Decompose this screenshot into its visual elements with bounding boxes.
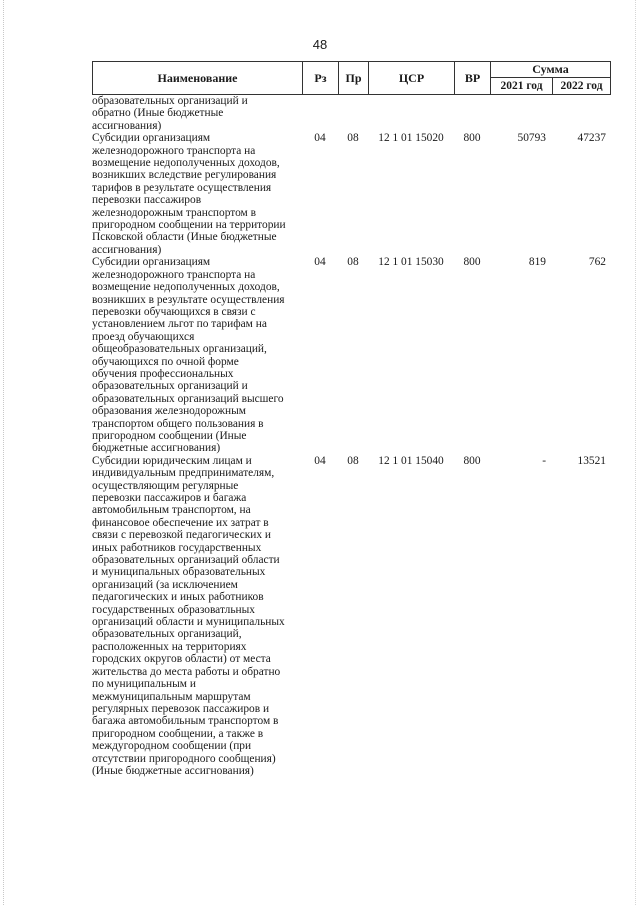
table-row: [92, 132, 610, 256]
header-year-2022: 2022 год: [553, 78, 611, 95]
row-csr: 12 1 01 15020: [378, 132, 444, 145]
row-name: Субсидии организациям железнодорожного транспорта на возмещение недополученных доходов, возникших в результате осуществления перевозки обучающихся в связи с установлением льгот по тарифам на проезд обучающихся общеобразовательных организаций, обучающихся по очной форме обучения профессиональных образовательных организаций и образовательных организаций высшего образования железнодорожным транспортом общего пользования в пригородном сообщении (Иные бюджетные ассигнования): [92, 256, 285, 455]
row-sum-2022: 13521: [577, 454, 606, 467]
table-header: [92, 61, 611, 95]
header-rz: Рз: [303, 62, 339, 95]
row-csr: 12 1 01 15040: [378, 454, 444, 467]
scan-right-edge: [635, 0, 637, 905]
row-pr: 08: [347, 256, 359, 269]
header-pr: Пр: [339, 62, 369, 95]
page-number: 48: [312, 37, 328, 52]
row-sum-2021: [490, 95, 558, 132]
row-name: Субсидии юридическим лицам и индивидуальным предпринимателям, осуществляющим регулярные перевозки пассажиров и багажа автомобильным транспортом, на финансовое обеспечение их затрат в связи с перевозкой педагогических и иных работников государственных образовательных организаций области и муниципальных образовательных организаций (за исключением педагогических и иных работников государственных образоватльных организаций области и муниципальных образовательных организаций, расположенных на территориях городских округов области) от места жительства до места работы и обратно по муниципальным и межмуниципальным маршрутам регулярных перевозок пассажиров и багажа автомобильным транспортом в пригородном сообщении, а также в междугородном сообщении (при отсутствии пригородного сообщения) (Иные бюджетные ассигнования): [92, 454, 285, 777]
row-rz: [302, 95, 338, 132]
row-rz: 04: [314, 132, 326, 145]
row-name: Субсидии организациям железнодорожного транспорта на возмещение недополученных доходов, возникших вследствие регулирования тарифов в результате осуществления перевозки пассажиров железнодорожным транспортом в пригородном сообщении на территории Псковской области (Иные бюджетные ассигнования): [92, 132, 286, 256]
row-sum-2021: 50793: [517, 132, 546, 145]
row-pr: 08: [347, 454, 359, 467]
row-sum-2021: -: [542, 454, 546, 467]
row-rz: 04: [314, 256, 326, 269]
row-vr: 800: [463, 132, 481, 145]
row-sum-2022: 762: [588, 256, 606, 269]
table-row: [92, 256, 610, 455]
row-vr: [454, 95, 490, 132]
row-sum-2021: 819: [528, 256, 546, 269]
row-sum-2022: 47237: [577, 132, 606, 145]
row-pr: 08: [347, 132, 359, 145]
header-vr: ВР: [455, 62, 491, 95]
row-name: образовательных организаций и обратно (Иные бюджетные ассигнования): [92, 95, 248, 132]
table-row: [92, 455, 610, 778]
table-body: [92, 95, 610, 777]
header-sum: Сумма: [491, 62, 611, 78]
scan-left-edge: [3, 0, 5, 905]
row-vr: 800: [463, 256, 481, 269]
header-name: Наименование: [93, 62, 303, 95]
row-csr: [368, 95, 454, 132]
row-vr: 800: [463, 454, 481, 467]
header-year-2021: 2021 год: [491, 78, 553, 95]
table-row: [92, 95, 610, 132]
row-pr: [338, 95, 368, 132]
row-csr: 12 1 01 15030: [378, 256, 444, 269]
row-rz: 04: [314, 454, 326, 467]
header-csr: ЦСР: [369, 62, 455, 95]
row-sum-2022: [558, 95, 610, 132]
